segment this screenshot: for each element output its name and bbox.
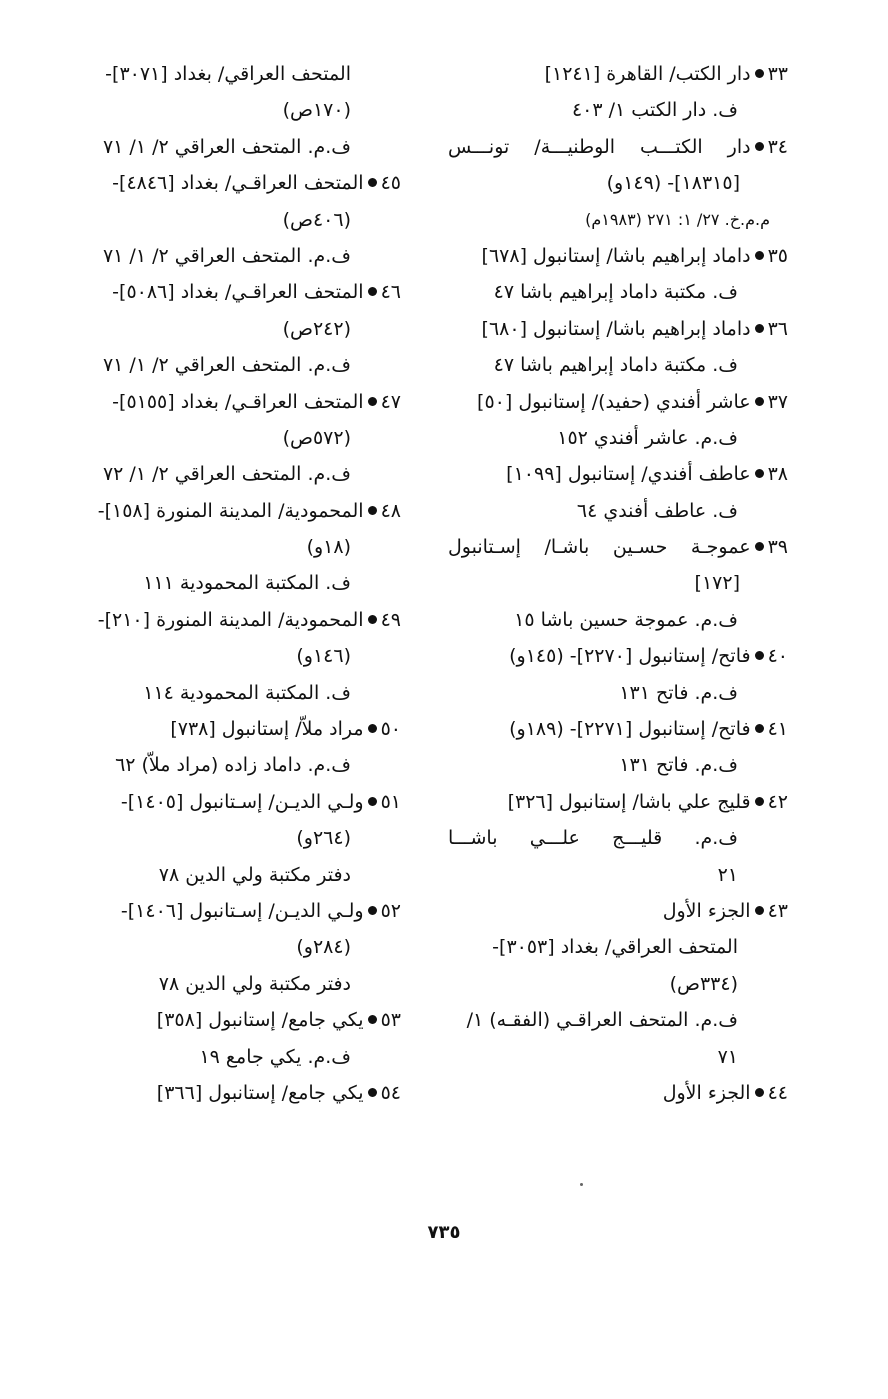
entry-number: ٤٩ [380, 608, 401, 631]
catalog-entry [76, 384, 401, 420]
catalog-entry [448, 1075, 788, 1111]
catalog-entry [76, 784, 401, 820]
bullet-icon [755, 69, 764, 78]
entry-detail-line [76, 347, 401, 383]
entry-detail-line [76, 56, 401, 92]
catalog-entry [76, 602, 401, 638]
line-text: ف.م. عموجة حسين باشا ١٥ [514, 608, 738, 631]
entry-detail-line [448, 493, 788, 529]
entry-number: ٣٤ [767, 135, 788, 158]
line-text: (٢٦٤و) [296, 827, 351, 850]
entry-detail-line [76, 638, 401, 674]
line-text: المتحف العراقي/ بغداد [٣٠٧١]- [105, 63, 351, 85]
line-text: (١٨و) [306, 536, 351, 559]
line-text: المتحف العراقي/ بغداد [٣٠٥٣]- [492, 936, 738, 959]
bullet-icon [368, 178, 377, 187]
bullet-icon [368, 287, 377, 296]
entry-number: ٤٦ [380, 281, 401, 304]
bullet-icon [755, 142, 764, 151]
catalog-entry [448, 311, 788, 347]
line-text: ولـي الديـن/ إسـتانبول [١٤٠٦]- [120, 899, 364, 922]
entry-detail-line [76, 529, 401, 565]
entry-detail-line [76, 966, 401, 1002]
line-text: ف.م. قليـــج علـــي باشـــا [448, 827, 738, 850]
bullet-icon [755, 324, 764, 333]
catalog-entry [76, 493, 401, 529]
line-text: ف.م. المتحف العراقي ٢/ ١/ ٧١ [102, 354, 351, 377]
bullet-icon [755, 906, 764, 915]
catalog-entry [76, 1075, 401, 1111]
line-text: مراد ملاّ/ إستانبول [٧٣٨] [170, 718, 364, 741]
catalog-entry [448, 238, 788, 274]
line-text: فاتح/ إستانبول [٢٢٧٠]- (١٤٥و) [509, 645, 751, 668]
entry-number: ٣٣ [767, 63, 788, 85]
line-text: م.م.خ. ٢٧/ ١: ٢٧١ (١٩٨٣م) [585, 209, 770, 229]
left-column [76, 56, 401, 1111]
bullet-icon [368, 1015, 377, 1024]
line-text: يكي جامع/ إستانبول [٣٥٨] [156, 1009, 364, 1032]
line-text: داماد إبراهيم باشا/ إستانبول [٦٨٠] [481, 317, 751, 340]
bullet-icon [368, 906, 377, 915]
bullet-icon [755, 469, 764, 478]
entry-detail-line [76, 675, 401, 711]
line-text: ف.م. المتحف العراقي ٢/ ١/ ٧٢ [102, 463, 351, 486]
catalog-entry [448, 784, 788, 820]
line-text: دفتر مكتبة ولي الدين ٧٨ [158, 863, 351, 886]
entry-detail-line [448, 857, 788, 893]
bullet-icon [368, 724, 377, 733]
bullet-icon [755, 651, 764, 660]
line-text: (٤٠٦ص) [282, 208, 351, 231]
entry-detail-line [448, 202, 788, 238]
entry-detail-line [76, 311, 401, 347]
entry-detail-line [76, 565, 401, 601]
bullet-icon [755, 1088, 764, 1097]
entry-number: ٥٣ [380, 1009, 401, 1032]
entry-detail-line [76, 238, 401, 274]
line-text: المحمودية/ المدينة المنورة [٢١٠]- [97, 608, 364, 631]
entry-number: ٥١ [380, 790, 401, 813]
entry-detail-line [448, 929, 788, 965]
line-text: ف.م. داماد زاده (مراد ملاّ) ٦٢ [115, 754, 351, 777]
entry-number: ٤٣ [767, 899, 788, 922]
bullet-icon [755, 397, 764, 406]
page-number: ٧٣٥ [427, 1222, 461, 1243]
bullet-icon [368, 1088, 377, 1097]
line-text: دفتر مكتبة ولي الدين ٧٨ [158, 972, 351, 995]
bullet-icon [368, 397, 377, 406]
bullet-icon [755, 542, 764, 551]
entry-detail-line [76, 820, 401, 856]
line-text: المتحف العراقـي/ بغداد [٤٨٤٦]- [112, 172, 364, 195]
entry-detail-line [76, 1039, 401, 1075]
entry-number: ٣٧ [767, 390, 788, 413]
entry-number: ٣٥ [767, 244, 788, 267]
entry-detail-line [76, 929, 401, 965]
entry-detail-line [448, 274, 788, 310]
line-text: عاطف أفندي/ إستانبول [١٠٩٩] [506, 463, 751, 486]
line-text: المتحف العراقـي/ بغداد [٥٠٨٦]- [112, 281, 364, 304]
entry-detail-line [76, 129, 401, 165]
line-text: المحمودية/ المدينة المنورة [١٥٨]- [97, 499, 364, 522]
catalog-entry [448, 384, 788, 420]
catalog-entry [448, 129, 788, 165]
catalog-entry [76, 893, 401, 929]
entry-detail-line [448, 1002, 788, 1038]
entry-number: ٤٧ [380, 390, 401, 413]
line-text: دار الكتـــب الوطنيـــة/ تونـــس [448, 135, 751, 158]
entry-detail-line [76, 420, 401, 456]
entry-detail-line [76, 202, 401, 238]
catalog-entry [76, 1002, 401, 1038]
entry-detail-line [448, 347, 788, 383]
entry-detail-line [448, 966, 788, 1002]
entry-detail-line [448, 747, 788, 783]
line-text: ولـي الديـن/ إسـتانبول [١٤٠٥]- [120, 790, 364, 813]
entry-detail-line [448, 820, 788, 856]
line-text: ف. مكتبة داماد إبراهيم باشا ٤٧ [493, 281, 738, 304]
entry-number: ٣٩ [767, 536, 788, 559]
entry-detail-line [448, 1039, 788, 1075]
entry-number: ٣٨ [767, 463, 788, 486]
line-text: [١٨٣١٥]- (١٤٩و) [606, 172, 740, 195]
catalog-entry [448, 638, 788, 674]
bullet-icon [755, 797, 764, 806]
line-text: (٢٨٤و) [296, 936, 351, 959]
bullet-icon [755, 251, 764, 260]
line-text: عاشر أفندي (حفيد)/ إستانبول [٥٠] [477, 390, 751, 413]
catalog-entry [448, 893, 788, 929]
line-text: ف.م. المتحف العراقـي (الفقـه) ١/ [466, 1009, 738, 1032]
speck [580, 1183, 583, 1186]
line-text: ف.م. المتحف العراقي ٢/ ١/ ٧١ [102, 244, 351, 267]
entry-detail-line [448, 565, 788, 601]
line-text: الجزء الأول [662, 1081, 751, 1104]
line-text: المتحف العراقـي/ بغداد [٥١٥٥]- [112, 390, 364, 413]
entry-number: ٣٦ [767, 317, 788, 340]
entry-number: ٥٠ [380, 718, 401, 741]
entry-detail-line [76, 747, 401, 783]
line-text: ف.م. عاشر أفندي ١٥٢ [557, 426, 738, 449]
entry-detail-line [76, 92, 401, 128]
entry-detail-line [448, 602, 788, 638]
entry-detail-line [76, 857, 401, 893]
right-column [448, 56, 788, 1111]
line-text: داماد إبراهيم باشا/ إستانبول [٦٧٨] [481, 244, 751, 267]
bullet-icon [368, 615, 377, 624]
catalog-entry [76, 274, 401, 310]
line-text: دار الكتب/ القاهرة [١٢٤١] [544, 63, 751, 85]
bullet-icon [755, 724, 764, 733]
catalog-entry [448, 529, 788, 565]
line-text: يكي جامع/ إستانبول [٣٦٦] [156, 1081, 364, 1104]
line-text: ف. المكتبة المحمودية ١١٤ [143, 681, 351, 704]
entry-detail-line [448, 675, 788, 711]
entry-detail-line [448, 165, 788, 201]
line-text: قليج علي باشا/ إستانبول [٣٢٦] [507, 790, 751, 813]
line-text: ف.م. فاتح ١٣١ [619, 681, 738, 704]
line-text: [١٧٢] [694, 572, 740, 595]
entry-number: ٥٢ [380, 899, 401, 922]
line-text: ف. مكتبة داماد إبراهيم باشا ٤٧ [493, 354, 738, 377]
line-text: ف. عاطف أفندي ٦٤ [576, 499, 738, 522]
line-text: ف.م. يكي جامع ١٩ [199, 1045, 351, 1068]
entry-number: ٤١ [767, 718, 788, 741]
line-text: ف.م. المتحف العراقي ٢/ ١/ ٧١ [102, 135, 351, 158]
line-text: فاتح/ إستانبول [٢٢٧١]- (١٨٩و) [509, 718, 751, 741]
catalog-entry [76, 165, 401, 201]
line-text: (٢٤٢ص) [282, 317, 351, 340]
catalog-entry [448, 56, 788, 92]
line-text: ف. المكتبة المحمودية ١١١ [143, 572, 351, 595]
line-text: (١٧٠ص) [282, 99, 351, 122]
bullet-icon [368, 797, 377, 806]
catalog-entry [76, 711, 401, 747]
catalog-entry [448, 456, 788, 492]
entry-number: ٤٤ [767, 1081, 788, 1104]
entry-detail-line [448, 92, 788, 128]
entry-detail-line [448, 420, 788, 456]
catalog-entry [448, 711, 788, 747]
line-text: عموجـة حسـين باشـا/ إسـتانبول [448, 536, 751, 559]
line-text: ف.م. فاتح ١٣١ [619, 754, 738, 777]
entry-number: ٤٨ [380, 499, 401, 522]
bullet-icon [368, 506, 377, 515]
line-text: (٥٧٢ص) [282, 426, 351, 449]
line-text: الجزء الأول [662, 899, 751, 922]
entry-number: ٤٠ [767, 645, 788, 668]
entry-number: ٤٥ [380, 172, 401, 195]
line-text: ٢١ [717, 863, 738, 886]
entry-number: ٥٤ [380, 1081, 401, 1104]
entry-number: ٤٢ [767, 790, 788, 813]
line-text: ٧١ [717, 1045, 738, 1068]
line-text: ف. دار الكتب ١/ ٤٠٣ [571, 99, 738, 122]
entry-detail-line [76, 456, 401, 492]
line-text: (٣٣٤ص) [669, 972, 738, 995]
line-text: (١٤٦و) [296, 645, 351, 668]
